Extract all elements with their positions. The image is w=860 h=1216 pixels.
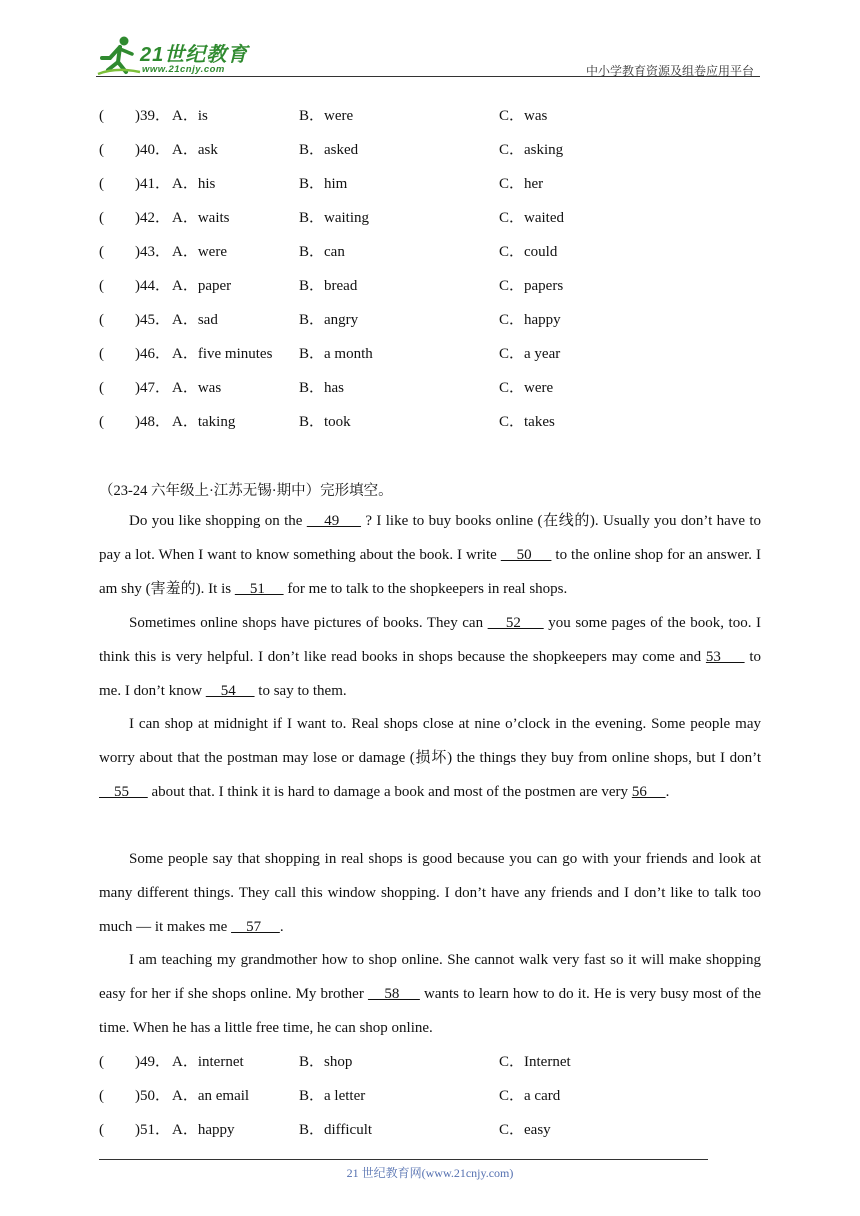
- header-platform-text: 中小学教育资源及组卷应用平台: [585, 64, 754, 78]
- option-a: A．is: [172, 108, 208, 124]
- option-b: B．asked: [299, 142, 359, 158]
- option-c: C．papers: [499, 278, 564, 294]
- option-a: A．an email: [172, 1088, 250, 1104]
- option-c: C．waited: [499, 210, 564, 226]
- option-c: C．could: [499, 244, 558, 260]
- page-header: [96, 34, 760, 78]
- blank-52: 52: [487, 615, 544, 631]
- header-divider: [96, 76, 760, 77]
- option-c: C．happy: [499, 312, 561, 328]
- option-b: B．a letter: [299, 1088, 366, 1104]
- option-a: A．paper: [172, 278, 232, 294]
- footer-divider: [99, 1159, 708, 1160]
- footer-text: 21 世纪教育网(www.21cnjy.com): [346, 1166, 514, 1180]
- option-b: B．shop: [299, 1054, 353, 1070]
- option-b: B．took: [299, 414, 351, 430]
- option-a: A．waits: [172, 210, 230, 226]
- option-b: B．bread: [299, 278, 358, 294]
- option-b: B．him: [299, 176, 348, 192]
- option-c: C．a card: [499, 1088, 561, 1104]
- blank-54: 54: [205, 682, 255, 699]
- option-b: B．angry: [299, 312, 359, 328]
- section-title: （23-24 六年级上·江苏无锡·期中）完形填空。: [99, 483, 393, 499]
- passage-paragraph-2: Sometimes online shops have pictures of books. They can 52 you some pages of the book, too. I think this is very helpful. I don’t like read books in shops because the shopkeepers may come and 53 to me. I don’t know 54 to say to them.: [99, 615, 761, 699]
- blank-53: 53: [705, 648, 745, 665]
- blank-56: 56: [631, 783, 666, 800]
- runner-logo-icon: [96, 34, 142, 78]
- site-logo: [96, 34, 266, 78]
- passage-paragraph-3: I can shop at midnight if I want to. Real shops close at nine o’clock in the evening. Some people may worry about that the postman may lose or damage (损坏) the things they buy from online shops, but I don’t 55 about that. I think it is hard to damage a book and most of the postmen are very 56 .: [99, 716, 761, 800]
- option-b: B．were: [299, 108, 354, 124]
- passage-paragraph-4: Some people say that shopping in real shops is good because you can go with your friends and look at many different things. They call this window shopping. I don’t have any friends and I don’t like to talk too much — it makes me 57 .: [99, 851, 761, 935]
- option-c: C．easy: [499, 1122, 551, 1138]
- passage-paragraph-1: Do you like shopping on the 49 ? I like to buy books online (在线的). Usually you don’t have to pay a lot. When I want to know something about the book. I write 50 to the online shop for an answer. I am shy (害羞的). It is 51 for me to talk to the shopkeepers in real shops.: [99, 513, 762, 597]
- option-c: C．asking: [499, 142, 564, 158]
- blank-57: 57: [231, 918, 280, 935]
- option-c: C．a year: [499, 346, 561, 362]
- option-b: B．difficult: [299, 1122, 373, 1138]
- option-c: C．takes: [499, 414, 555, 430]
- option-c: C．were: [499, 380, 554, 396]
- option-a: A．happy: [172, 1122, 235, 1138]
- blank-58: 58: [367, 985, 420, 1002]
- option-c: C．was: [499, 108, 548, 124]
- option-a: A．was: [172, 380, 222, 396]
- option-a: A．were: [172, 244, 227, 260]
- blank-55: 55: [99, 783, 148, 800]
- passage-paragraph-5: I am teaching my grandmother how to shop online. She cannot walk very fast so it will make shopping easy for her if she shops online. My brother 58 wants to learn how to do it. He is very busy most of the time. When he has a little free time, he can shop online.: [99, 952, 762, 1036]
- blank-49: 49: [306, 513, 362, 529]
- option-c: C．her: [499, 176, 544, 192]
- option-b: B．waiting: [299, 210, 369, 226]
- option-a: A．his: [172, 176, 216, 192]
- option-a: A．taking: [172, 414, 236, 430]
- option-a: A．sad: [172, 312, 218, 328]
- blank-51: 51: [234, 580, 284, 597]
- option-b: B．can: [299, 244, 345, 260]
- option-c: C．Internet: [499, 1054, 571, 1070]
- logo-text: 21世纪教育: [140, 44, 249, 66]
- option-b: B．has: [299, 380, 345, 396]
- option-a: A．five minutes: [172, 346, 273, 362]
- blank-50: 50: [500, 546, 552, 563]
- option-b: B．a month: [299, 346, 373, 362]
- option-a: A．internet: [172, 1054, 244, 1070]
- logo-url: www.21cnjy.com: [142, 64, 225, 75]
- option-a: A．ask: [172, 142, 218, 158]
